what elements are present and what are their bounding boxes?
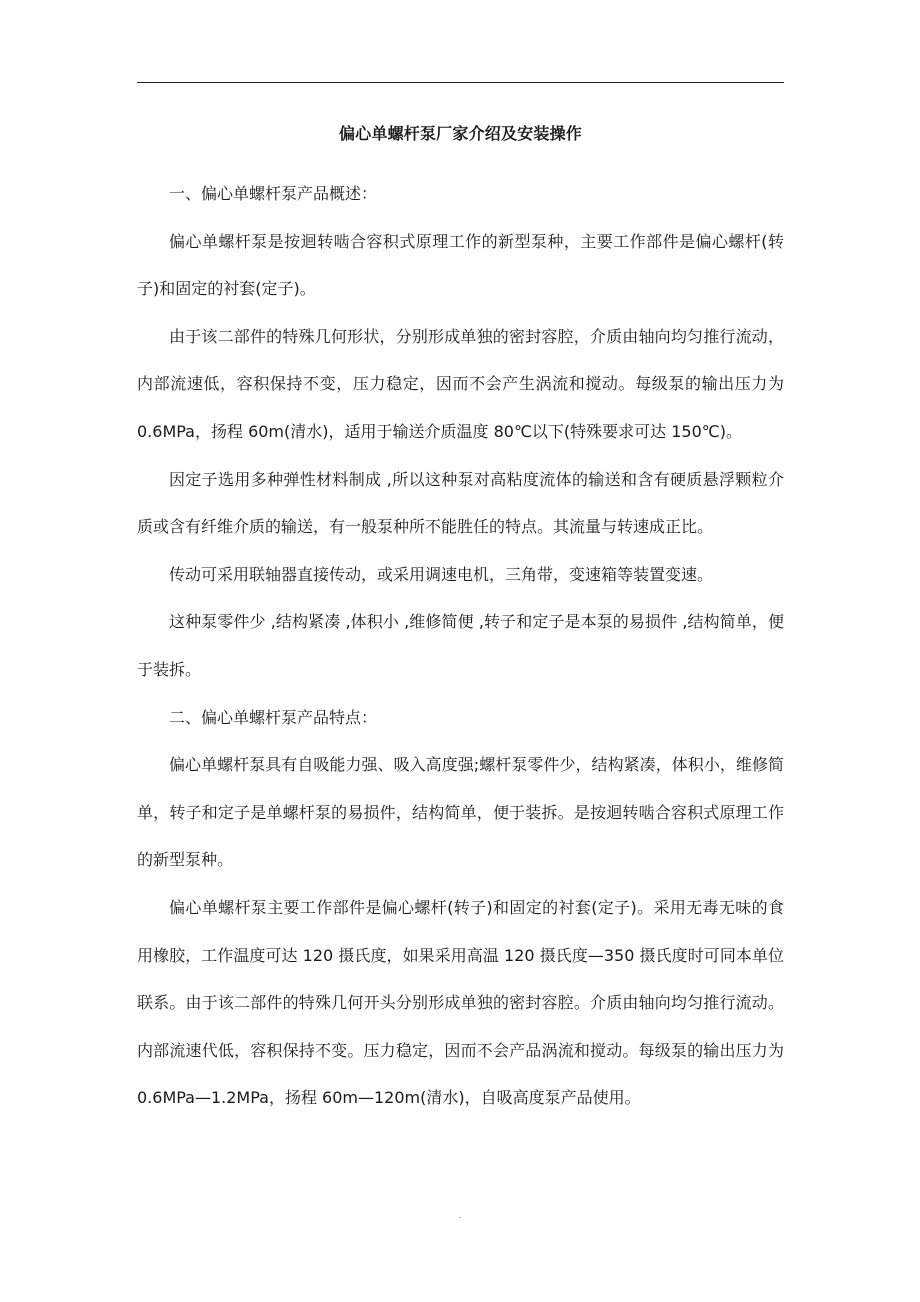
document-title: 偏心单螺杆泵厂家介绍及安装操作	[338, 124, 582, 143]
section-heading-features: 二、偏心单螺杆泵产品特点：	[169, 707, 378, 727]
paragraph: 因定子选用多种弹性材料制成 ,所以这种泵对高粘度流体的输送和含有硬质悬浮颗粒介质或含有纤维介质的输送，有一般泵种所不能胜任的特点。其流量与转速成正比。	[137, 469, 784, 537]
paragraph: 由于该二部件的特殊几何形状，分别形成单独的密封容腔，介质由轴向均匀推行流动，内部流速低，容积保持不变，压力稳定，因而不会产生涡流和搅动。每级泵的输出压力为0.6MPa，扬程 60m(清水)，适用于输送介质温度 80℃以下(特殊要求可达 150℃)。	[137, 326, 784, 441]
paragraph: 偏心单螺杆泵是按迴转啮合容积式原理工作的新型泵种，主要工作部件是偏心螺杆(转子)和固定的衬套(定子)。	[137, 231, 784, 299]
footer-mark: .	[458, 1211, 462, 1221]
section-heading-overview: 一、偏心单螺杆泵产品概述：	[169, 184, 378, 203]
header-rule	[137, 82, 784, 83]
paragraph: 偏心单螺杆泵主要工作部件是偏心螺杆(转子)和固定的衬套(定子)。采用无毒无味的食用橡胶，工作温度可达 120 摄氏度，如果采用高温 120 摄氏度—350 摄氏度时可同本单位联系。由于该二部件的特殊几何开头分别形成单独的密封容腔。介质由轴向均匀推行流动。内部流速代低，容积保持不变。压力稳定，因而不会产品涡流和搅动。每级泵的输出压力为0.6MPa—1.2MPa，扬程 60m—120m(清水)，自吸高度泵产品使用。	[137, 897, 784, 1108]
paragraph: 偏心单螺杆泵具有自吸能力强、吸入高度强;螺杆泵零件少，结构紧凑，体积小，维修简单，转子和定子是单螺杆泵的易损件，结构简单，便于装拆。是按迴转啮合容积式原理工作的新型泵种。	[137, 755, 784, 870]
paragraph: 传动可采用联轴器直接传动，或采用调速电机，三角带，变速箱等装置变速。	[169, 564, 714, 584]
document-body	[137, 170, 784, 1122]
paragraph: 这种泵零件少 ,结构紧凑 ,体积小 ,维修简便 ,转子和定子是本泵的易损件 ,结构简单，便于装拆。	[137, 612, 784, 679]
